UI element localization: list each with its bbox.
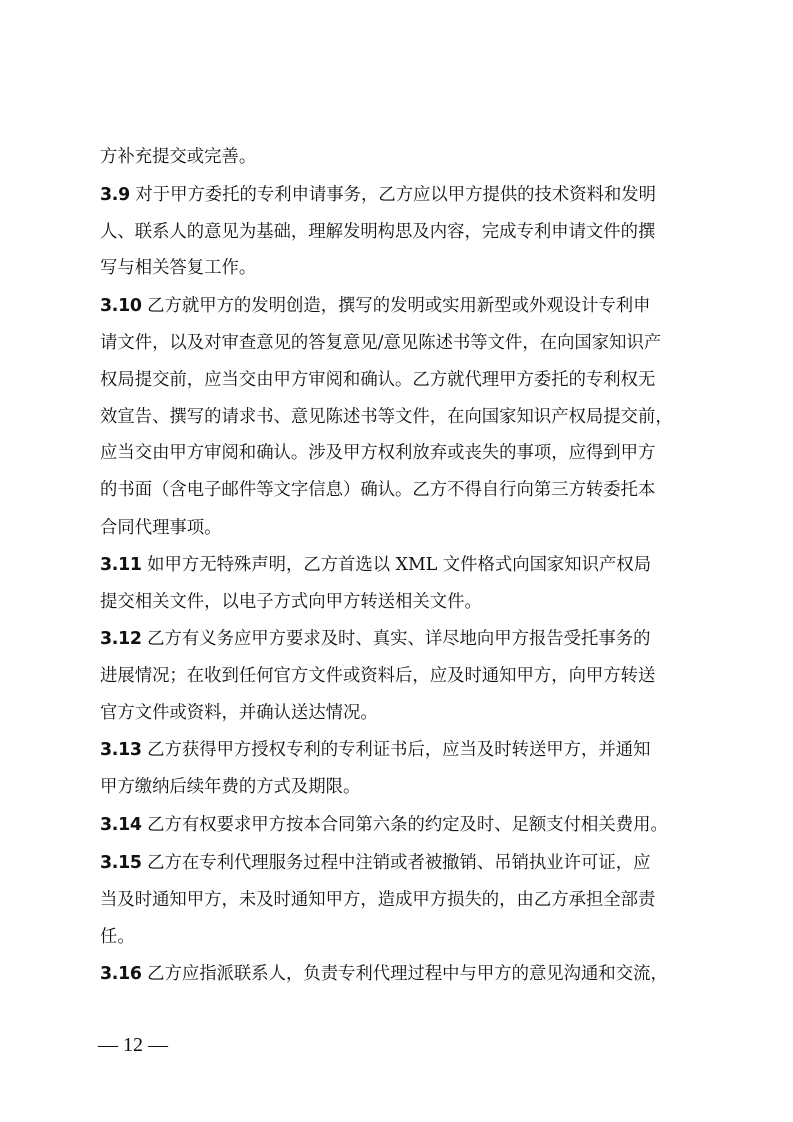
text-line [100,888,695,912]
text-line [100,962,695,986]
clause-number: 3.10 [100,296,142,316]
line-text: 如甲方无特殊声明，乙方首选以 XML 文件格式向国家知识产权局 [141,555,652,575]
text-line [100,294,695,318]
line-text: 提交相关文件，以电子方式向甲方转送相关文件。 [100,592,482,612]
line-text: 乙方就甲方的发明创造，撰写的发明或实用新型或外观设计专利申 [141,296,651,316]
clause-number: 3.15 [100,853,142,873]
text-line [100,664,695,688]
line-text: 官方文件或资料，并确认送达情况。 [100,703,378,723]
line-text: 任。 [100,927,135,947]
line-text: 方补充提交或完善。 [100,147,257,167]
text-line [100,553,695,577]
line-text: 对于甲方委托的专利申请事务，乙方应以甲方提供的技术资料和发明 [129,185,657,205]
text-line [100,331,695,355]
clause-number: 3.11 [100,555,142,575]
text-line [100,183,695,207]
text-line [100,590,695,614]
clause-number: 3.9 [100,185,130,205]
text-line [100,405,695,429]
text-line [100,441,695,465]
line-text: 进展情况；在收到任何官方文件或资料后，应及时通知甲方，向甲方转送 [100,666,656,686]
text-line [100,851,695,875]
line-text: 权局提交前，应当交由甲方审阅和确认。乙方就代理甲方委托的专利权无 [100,370,656,390]
line-text: 的书面（含电子邮件等文字信息）确认。乙方不得自行向第三方转委托本 [100,480,656,500]
text-line [100,925,695,949]
line-text: 乙方有义务应甲方要求及时、真实、详尽地向甲方报告受托事务的 [141,629,651,649]
line-text: 甲方缴纳后续年费的方式及期限。 [100,777,361,797]
text-line [100,516,695,540]
line-text: 效宣告、撰写的请求书、意见陈述书等文件，在向国家知识产权局提交前， [100,407,673,427]
text-line [100,478,695,502]
line-text: 应当交由甲方审阅和确认。涉及甲方权利放弃或丧失的事项，应得到甲方 [100,443,656,463]
clause-number: 3.12 [100,629,142,649]
clause-number: 3.16 [100,964,142,984]
text-line [100,775,695,799]
clause-number: 3.13 [100,740,142,760]
line-text: 乙方有权要求甲方按本合同第六条的约定及时、足额支付相关费用。 [141,815,668,835]
text-line [100,627,695,651]
text-line [100,813,695,837]
line-text: 当及时通知甲方，未及时通知甲方，造成甲方损失的，由乙方承担全部责 [100,890,656,910]
text-line [100,145,695,169]
page-number: — 12 — [98,1034,168,1056]
text-line [100,220,695,244]
line-text: 乙方应指派联系人，负责专利代理过程中与甲方的意见沟通和交流， [141,964,668,984]
line-text: 合同代理事项。 [100,518,222,538]
text-line [100,256,695,280]
text-line [100,701,695,725]
line-text: 写与相关答复工作。 [100,258,257,278]
line-text: 乙方获得甲方授权专利的专利证书后，应当及时转送甲方，并通知 [141,740,651,760]
text-line [100,368,695,392]
line-text: 乙方在专利代理服务过程中注销或者被撤销、吊销执业许可证，应 [141,853,651,873]
line-text: 人、联系人的意见为基础，理解发明构思及内容，完成专利申请文件的撰 [100,222,656,242]
text-line [100,738,695,762]
clause-number: 3.14 [100,815,142,835]
line-text: 请文件，以及对审查意见的答复意见/意见陈述书等文件，在向国家知识产 [100,333,662,353]
